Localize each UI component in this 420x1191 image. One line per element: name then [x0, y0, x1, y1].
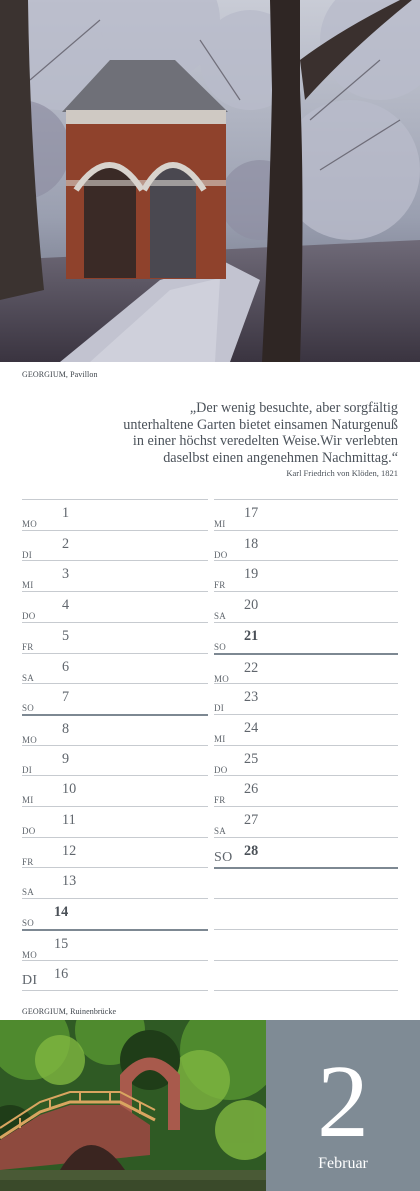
empty-row: [214, 929, 398, 960]
quote-line: „Der wenig besuchte, aber sorgfältig: [189, 400, 398, 416]
day-row: [22, 745, 208, 776]
weekday-label: DO: [214, 549, 228, 560]
day-number: 23: [244, 689, 259, 706]
weekday-label: SA: [22, 672, 35, 683]
weekday-label: MI: [22, 580, 34, 591]
weekday-label: MI: [22, 795, 34, 806]
quote-line: unterhaltene Garten bietet einsamen Naturgenuß: [123, 416, 398, 433]
day-row: [214, 745, 398, 776]
day-row: [22, 622, 208, 653]
day-row: [214, 775, 398, 806]
day-number: 26: [244, 781, 259, 798]
day-number: 13: [62, 873, 77, 890]
month-number: 2: [317, 1044, 369, 1159]
day-row: [22, 499, 208, 530]
weekday-label: MI: [214, 519, 226, 529]
day-number: 28: [244, 842, 259, 859]
day-row: [22, 683, 208, 714]
weekday-label: SO: [22, 703, 35, 714]
day-row: [22, 806, 208, 837]
weekday-label: DO: [22, 611, 36, 622]
day-row-after-sunday: [22, 714, 208, 745]
quote-author: Karl Friedrich von Klöden, 1821: [286, 468, 398, 478]
weekday-label: MI: [214, 733, 226, 744]
day-row-after-sunday: [22, 929, 208, 960]
weekday-label: SA: [214, 826, 227, 836]
empty-row: [214, 960, 398, 991]
quote-line: in einer höchst veredelten Weise.Wir verlebten: [132, 433, 398, 450]
day-number: 17: [244, 505, 259, 521]
day-row: [214, 499, 398, 530]
day-row: [22, 837, 208, 868]
day-number: 4: [62, 597, 70, 614]
day-row: [22, 530, 208, 561]
weekday-label: FR: [214, 795, 226, 806]
weekday-label: SA: [22, 887, 35, 898]
day-number: 1: [62, 505, 70, 521]
empty-row: [214, 898, 398, 929]
weekday-label: MO: [22, 949, 38, 960]
weekday-label: DO: [22, 826, 36, 836]
weekday-label: FR: [214, 580, 226, 591]
weekday-label: MO: [22, 519, 38, 529]
empty-row: [214, 867, 398, 898]
day-row: [22, 591, 208, 622]
day-number: 27: [244, 812, 259, 828]
pavilion-photo: [0, 0, 420, 362]
day-number: 14: [54, 904, 69, 921]
day-row: [214, 560, 398, 591]
day-number: 24: [244, 719, 259, 736]
weekday-label: DI: [214, 703, 225, 714]
day-number: 20: [244, 597, 259, 614]
weekday-label: FR: [22, 856, 34, 867]
day-row: [214, 714, 398, 745]
weekday-label: SA: [214, 611, 227, 622]
day-number: 6: [62, 658, 70, 675]
quote: [38, 400, 398, 466]
day-number: 21: [244, 627, 259, 644]
closing-rule: [22, 990, 208, 991]
day-number: 12: [62, 842, 77, 859]
day-number: 3: [62, 566, 70, 583]
day-number: 15: [54, 935, 69, 952]
day-number: 25: [244, 750, 259, 767]
quote-line: daselbst einen angenehmen Nachmittag.“: [163, 449, 398, 466]
weekday-label: MO: [22, 734, 38, 745]
top-photo-caption: GEORGIUM, Pavillon: [22, 370, 98, 379]
weekday-label: DI: [22, 549, 33, 560]
day-row: [22, 898, 208, 929]
day-number: 19: [244, 566, 259, 583]
day-row: [214, 683, 398, 714]
day-number: 10: [62, 781, 77, 798]
weekday-label: DI: [22, 972, 38, 988]
day-row: [22, 960, 208, 991]
day-number: 18: [244, 535, 259, 552]
ruin-bridge-photo: [0, 1020, 266, 1191]
weekday-label: SO: [22, 918, 35, 929]
weekday-label: FR: [22, 641, 34, 652]
closing-rule: [214, 990, 398, 991]
weekday-label: DI: [22, 764, 33, 775]
day-number: 8: [62, 720, 70, 737]
weekday-label: SO: [214, 641, 227, 652]
bottom-photo-caption: GEORGIUM, Ruinenbrücke: [22, 1007, 117, 1016]
weekday-label: DO: [214, 764, 228, 775]
day-number: 16: [54, 965, 69, 982]
day-number: 11: [62, 812, 76, 828]
day-row: [22, 867, 208, 898]
day-row: [214, 806, 398, 837]
weekday-label: SO: [214, 849, 233, 865]
day-number: 22: [244, 659, 259, 676]
day-row: [214, 622, 398, 653]
day-row-after-sunday: [214, 653, 398, 684]
day-number: 9: [62, 750, 70, 767]
day-row: [22, 560, 208, 591]
weekday-label: MO: [214, 673, 230, 684]
day-row: [22, 653, 208, 684]
day-number: 7: [62, 689, 70, 706]
month-name: Februar: [318, 1155, 368, 1172]
day-row: [214, 837, 398, 868]
day-number: 5: [62, 627, 70, 644]
day-number: 2: [62, 535, 70, 552]
day-row: [214, 591, 398, 622]
day-row: [214, 530, 398, 561]
day-row: [22, 775, 208, 806]
